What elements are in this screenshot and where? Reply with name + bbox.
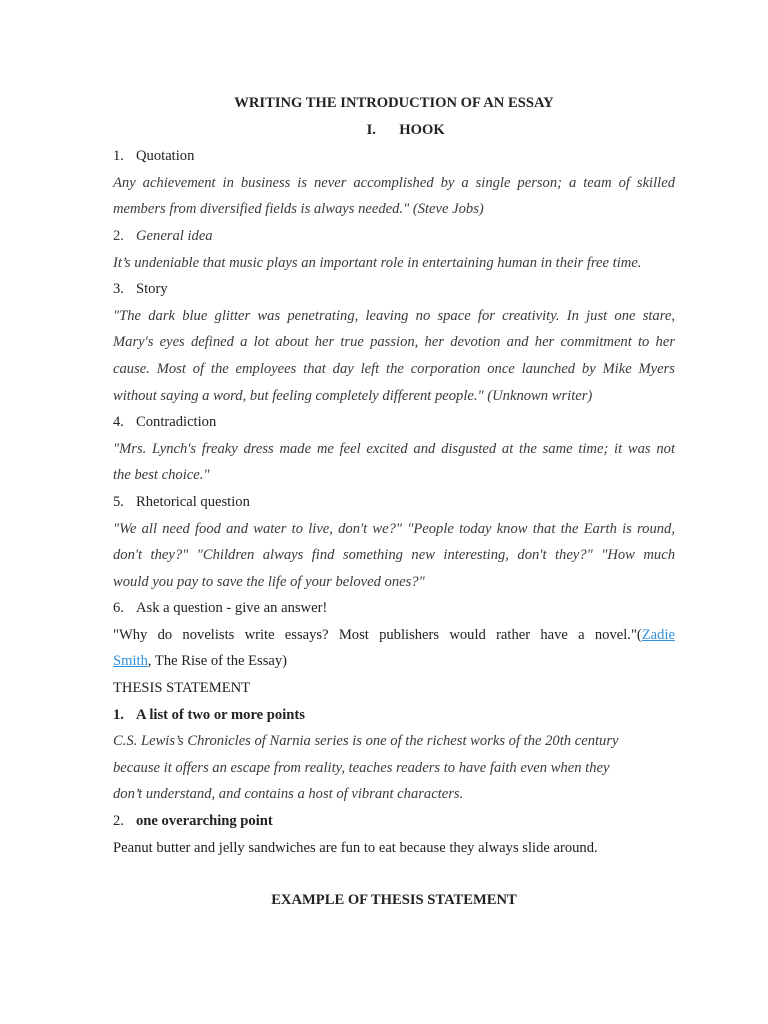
quote-6-line-2	[113, 648, 675, 675]
hook-item-4-line-1: "Mrs. Lynch's freaky dress made me feel excited and disgusted at the same time; it was not	[113, 440, 675, 457]
item-label: Ask a question - give an answer!	[136, 600, 328, 617]
item-number: 4.	[113, 414, 124, 431]
zadie-smith-link-continued[interactable]: Smith	[113, 653, 148, 670]
hook-item-5-line-1: "We all need food and water to live, don't we?" "People today know that the Earth is round,	[113, 520, 675, 537]
quote-text: "Why do novelists write essays? Most publishers would rather have a novel."(	[113, 626, 642, 643]
document-body	[113, 90, 675, 914]
hook-item-3-heading	[113, 276, 675, 303]
item-number: 2.	[113, 813, 124, 830]
item-label: Rhetorical question	[136, 493, 250, 510]
thesis-item-1-line-2: because it offers an escape from reality, teaches readers to have faith even when they	[113, 759, 610, 776]
spacer	[113, 861, 675, 887]
item-label: one overarching point	[136, 813, 273, 830]
page-title: WRITING THE INTRODUCTION OF AN ESSAY	[234, 95, 554, 111]
hook-item-5-heading	[113, 489, 675, 516]
item-number: 2.	[113, 227, 124, 244]
hook-item-4-heading	[113, 409, 675, 436]
item-label: General idea	[136, 227, 213, 244]
hook-item-3-line-4: without saying a word, but feeling completely different people." (Unknown writer)	[113, 387, 593, 404]
section-heading-hook	[113, 117, 675, 144]
zadie-smith-link[interactable]: Zadie	[641, 626, 675, 643]
hook-item-5-line-3: would you pay to save the life of your beloved ones?"	[113, 573, 425, 590]
thesis-heading: THESIS STATEMENT	[113, 680, 251, 697]
hook-item-6-heading	[113, 595, 675, 622]
item-label: Story	[136, 281, 168, 298]
section-label: HOOK	[399, 121, 445, 138]
thesis-item-1-line-3: don’t understand, and contains a host of vibrant characters.	[113, 786, 464, 803]
hook-item-3-line-1: "The dark blue glitter was penetrating, leaving no space for creativity. In just one stare,	[113, 307, 675, 324]
item-label: Contradiction	[136, 414, 217, 431]
hook-item-1-line-2: members from diversified fields is always needed." (Steve Jobs)	[113, 201, 484, 218]
quote-6-line-1	[113, 622, 675, 649]
item-number: 1.	[113, 148, 124, 165]
hook-item-1-heading	[113, 143, 675, 170]
item-label: Quotation	[136, 148, 195, 165]
thesis-item-2-heading	[113, 808, 675, 835]
item-number: 1.	[113, 706, 124, 723]
hook-item-4-line-2: the best choice."	[113, 467, 210, 484]
hook-item-2-line-1: It’s undeniable that music plays an important role in entertaining human in their free time.	[113, 254, 642, 271]
item-label: A list of two or more points	[136, 706, 305, 723]
hook-item-3-line-3: cause. Most of the employees that day left the corporation once launched by Mike Myers	[113, 360, 675, 377]
thesis-item-1-heading	[113, 702, 675, 729]
hook-item-2-heading	[113, 223, 675, 250]
hook-item-1-line-1: Any achievement in business is never accomplished by a single person; a team of skilled	[113, 174, 675, 191]
hook-item-3-line-2: Mary's eyes defined a lot about her true passion, her devotion and her commitment to her	[113, 334, 675, 351]
item-number: 6.	[113, 600, 124, 617]
item-number: 3.	[113, 281, 124, 298]
thesis-item-2-line-1: Peanut butter and jelly sandwiches are fun to eat because they always slide around.	[113, 839, 598, 856]
hook-item-5-line-2: don't they?" "Children always find something new interesting, don't they?" "How much	[113, 547, 675, 564]
item-number: 5.	[113, 493, 124, 510]
section-numeral: I.	[366, 121, 376, 138]
example-heading: EXAMPLE OF THESIS STATEMENT	[271, 892, 517, 909]
quote-source: , The Rise of the Essay)	[147, 653, 288, 670]
thesis-item-1-line-1: C.S. Lewis’s Chronicles of Narnia series is one of the richest works of the 20th century	[113, 733, 619, 750]
